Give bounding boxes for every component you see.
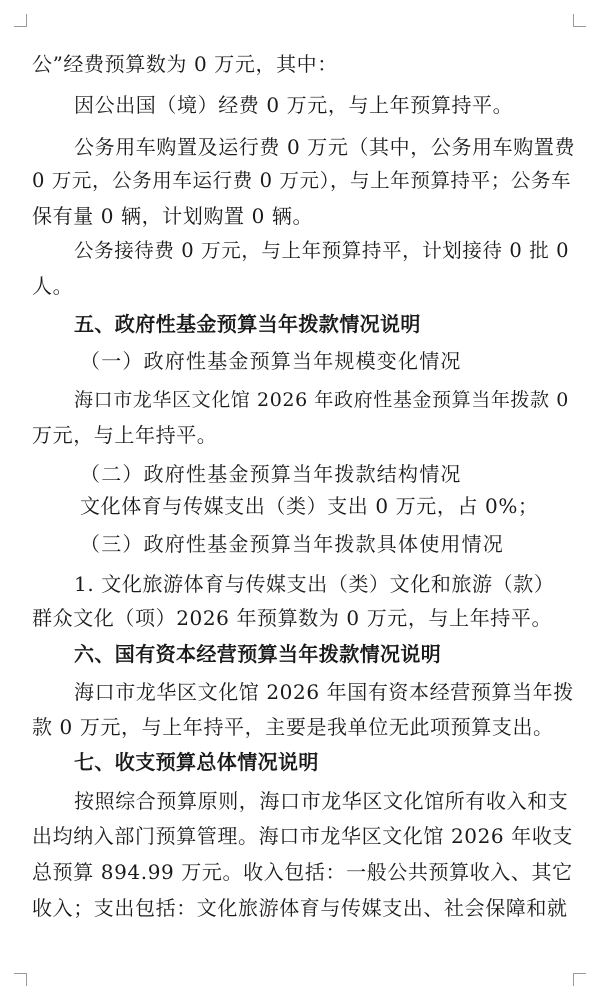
paragraph-line: 收入；支出包括：文化旅游体育与传媒支出、社会保障和就 [32, 896, 568, 920]
crop-mark-bottom-right [573, 973, 586, 986]
section-heading-seven: 七、收支预算总体情况说明 [74, 750, 319, 774]
paragraph-line: 公”经费预算数为 0 万元，其中： [32, 52, 338, 76]
paragraph-line: 海口市龙华区文化馆 2026 年国有资本经营预算当年拨 [74, 680, 574, 704]
section-heading-six: 六、国有资本经营预算当年拨款情况说明 [74, 642, 442, 666]
crop-mark-top-left [14, 14, 27, 27]
subsection-heading: （二）政府性基金预算当年拨款结构情况 [80, 462, 462, 486]
paragraph-line: 文化体育与传媒支出（类）支出 0 万元，占 0%； [80, 494, 539, 518]
paragraph-line: 海口市龙华区文化馆 2026 年政府性基金预算当年拨款 0 [74, 389, 569, 411]
subsection-heading: （三）政府性基金预算当年拨款具体使用情况 [80, 532, 504, 556]
crop-mark-bottom-left [14, 973, 27, 986]
paragraph-line: 0 万元，公务用车运行费 0 万元），与上年预算持平；公务车 [32, 169, 572, 192]
paragraph-line: 万元，与上年持平。 [32, 423, 218, 447]
paragraph-line: 公务接待费 0 万元，与上年预算持平，计划接待 0 批 0 [74, 239, 570, 262]
paragraph-line: 按照综合预算原则，海口市龙华区文化馆所有收入和支 [74, 789, 569, 813]
paragraph-line: 出均纳入部门预算管理。海口市龙华区文化馆 2026 年收支 [32, 824, 574, 848]
crop-mark-top-right [573, 14, 586, 27]
paragraph-line: 总预算 894.99 万元。收入包括：一般公共预算收入、其它 [32, 860, 573, 884]
paragraph-line: 人。 [32, 274, 74, 298]
paragraph-line: 群众文化（项）2026 年预算数为 0 万元，与上年持平。 [32, 606, 553, 630]
paragraph-line: 公务用车购置及运行费 0 万元（其中，公务用车购置费 [74, 135, 576, 159]
paragraph-line: 保有量 0 辆，计划购置 0 辆。 [32, 204, 314, 228]
paragraph-line: 款 0 万元，与上年持平，主要是我单位无此项预算支出。 [32, 715, 554, 739]
subsection-heading: （一）政府性基金预算当年规模变化情况 [80, 349, 462, 373]
paragraph-line: 1. 文化旅游体育与传媒支出（类）文化和旅游（款） [74, 572, 555, 596]
paragraph-line: 因公出国（境）经费 0 万元，与上年预算持平。 [74, 93, 514, 117]
section-heading-five: 五、政府性基金预算当年拨款情况说明 [74, 312, 421, 336]
